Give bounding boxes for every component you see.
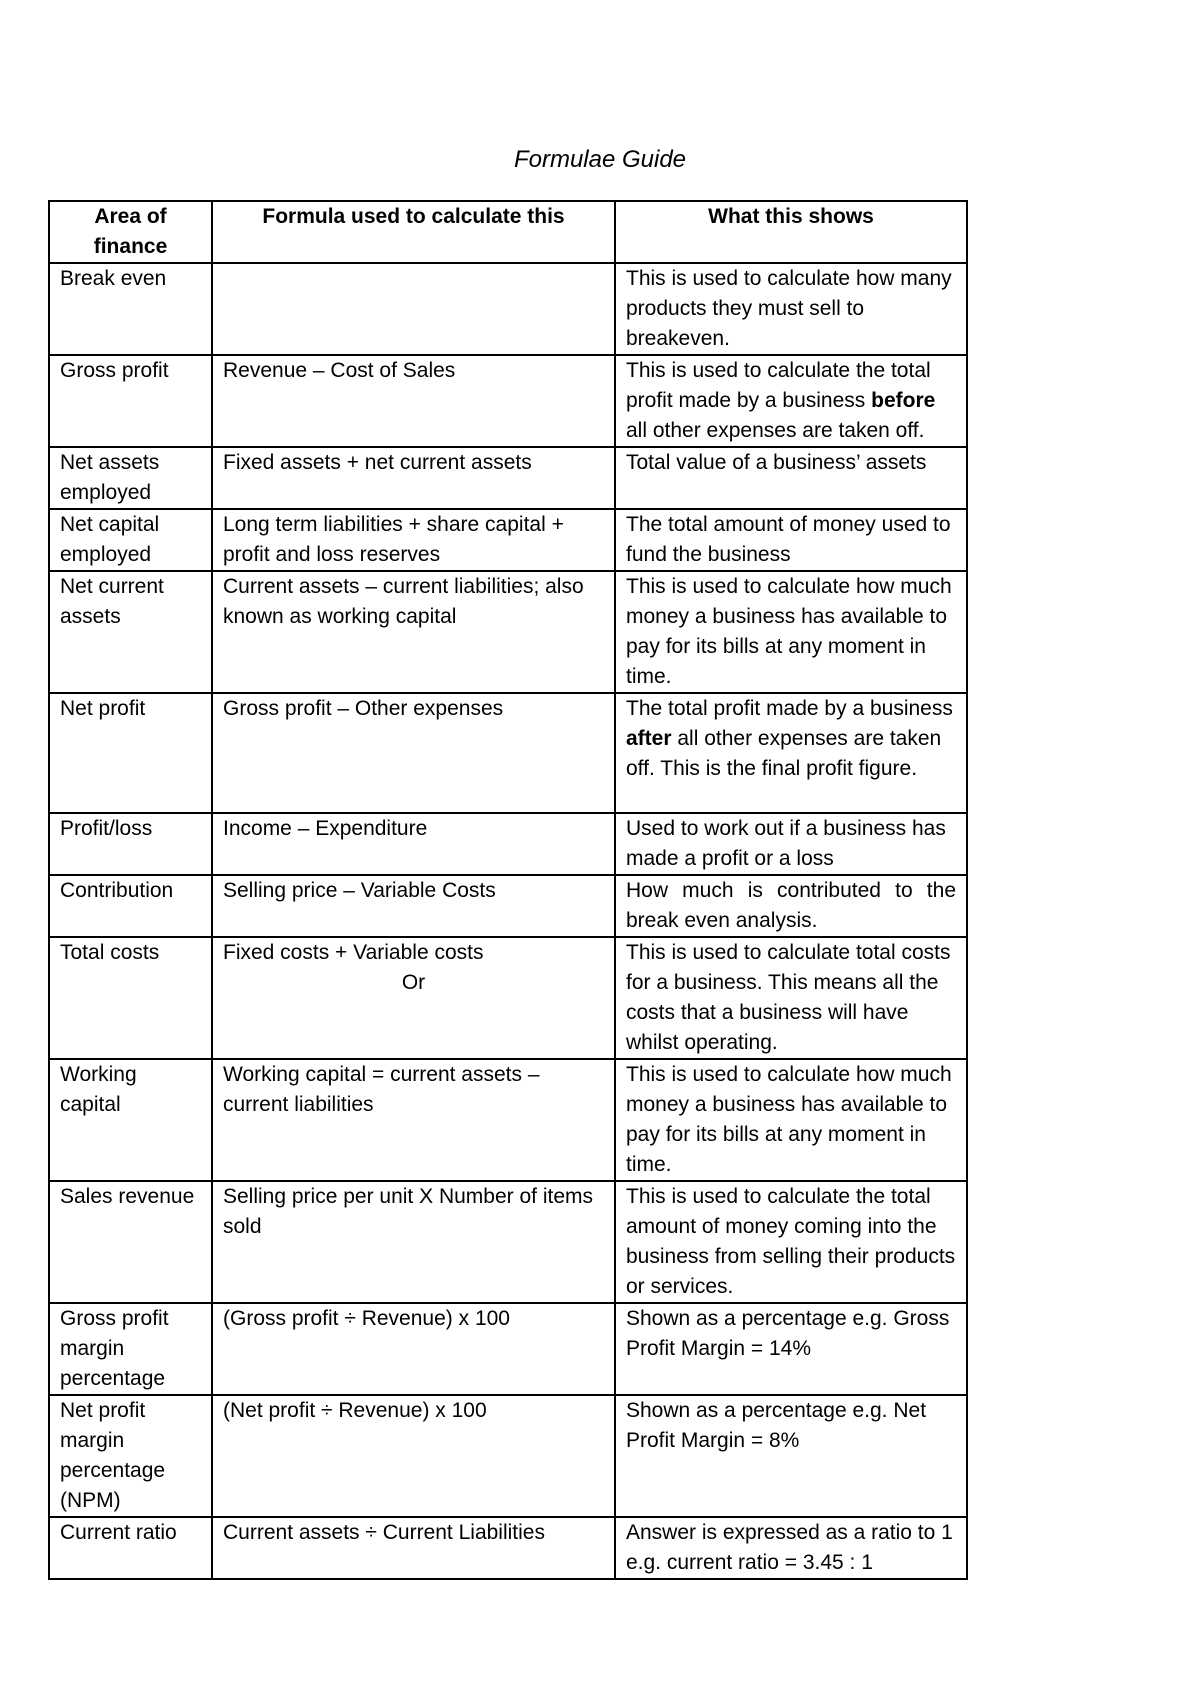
table-row <box>49 263 967 355</box>
cell-area: Sales revenue <box>49 1181 212 1303</box>
header-formula: Formula used to calculate this <box>212 201 615 263</box>
table-row <box>49 1395 967 1517</box>
cell-formula <box>212 937 615 1059</box>
formulae-table <box>48 200 968 1580</box>
cell-shows: Shown as a percentage e.g. Net Profit Margin = 8% <box>615 1395 967 1517</box>
cell-area: Profit/loss <box>49 813 212 875</box>
table-row <box>49 693 967 813</box>
cell-formula: Current assets ÷ Current Liabilities <box>212 1517 615 1579</box>
cell-formula: Fixed assets + net current assets <box>212 447 615 509</box>
cell-formula: Long term liabilities + share capital + profit and loss reserves <box>212 509 615 571</box>
cell-shows <box>615 693 967 813</box>
table-row <box>49 1517 967 1579</box>
cell-shows: The total amount of money used to fund the business <box>615 509 967 571</box>
cell-area: Current ratio <box>49 1517 212 1579</box>
cell-formula: (Net profit ÷ Revenue) x 100 <box>212 1395 615 1517</box>
emphasis-text: before <box>871 389 936 412</box>
cell-area: Net profit <box>49 693 212 813</box>
cell-text: Fixed costs + Variable costs <box>223 941 484 964</box>
cell-text: all other expenses are taken off. <box>626 419 925 442</box>
cell-shows: This is used to calculate how much money a business has available to pay for its bills at any moment in time. <box>615 1059 967 1181</box>
table-row <box>49 937 967 1059</box>
cell-text: This is used to calculate the total profit made by a business <box>626 359 931 412</box>
table-row <box>49 447 967 509</box>
cell-shows: Total value of a business’ assets <box>615 447 967 509</box>
table-row <box>49 1181 967 1303</box>
cell-area: Break even <box>49 263 212 355</box>
cell-shows: This is used to calculate how many products they must sell to breakeven. <box>615 263 967 355</box>
cell-shows: Answer is expressed as a ratio to 1 e.g. current ratio = 3.45 : 1 <box>615 1517 967 1579</box>
table-row <box>49 509 967 571</box>
cell-area: Net capital employed <box>49 509 212 571</box>
cell-formula: Selling price – Variable Costs <box>212 875 615 937</box>
table-row <box>49 355 967 447</box>
page-title: Formulae Guide <box>513 146 687 173</box>
cell-area: Gross profit <box>49 355 212 447</box>
table-header-row <box>49 201 967 263</box>
table-row <box>49 571 967 693</box>
cell-shows <box>615 355 967 447</box>
cell-text: all other expenses are taken off. This is the final profit figure. <box>626 727 942 780</box>
cell-shows: This is used to calculate how much money a business has available to pay for its bills at any moment in time. <box>615 571 967 693</box>
cell-formula: Income – Expenditure <box>212 813 615 875</box>
emphasis-text: after <box>626 727 672 750</box>
cell-formula <box>212 263 615 355</box>
cell-text: The total profit made by a business <box>626 697 953 720</box>
cell-formula: Gross profit – Other expenses <box>212 693 615 813</box>
table-row <box>49 1303 967 1395</box>
cell-formula: (Gross profit ÷ Revenue) x 100 <box>212 1303 615 1395</box>
header-shows: What this shows <box>615 201 967 263</box>
cell-formula: Current assets – current liabilities; also known as working capital <box>212 571 615 693</box>
table-row <box>49 813 967 875</box>
cell-area: Contribution <box>49 875 212 937</box>
or-text: Or <box>401 971 426 994</box>
cell-shows: How much is contributed to the break even analysis. <box>615 875 967 937</box>
cell-area: Net assets employed <box>49 447 212 509</box>
header-area: Area of finance <box>49 201 212 263</box>
cell-formula: Working capital = current assets – current liabilities <box>212 1059 615 1181</box>
cell-formula: Revenue – Cost of Sales <box>212 355 615 447</box>
cell-area: Net profit margin percentage (NPM) <box>49 1395 212 1517</box>
cell-shows: Shown as a percentage e.g. Gross Profit Margin = 14% <box>615 1303 967 1395</box>
cell-shows: This is used to calculate total costs for a business. This means all the costs that a business will have whilst operating. <box>615 937 967 1059</box>
cell-area: Total costs <box>49 937 212 1059</box>
cell-shows: Used to work out if a business has made a profit or a loss <box>615 813 967 875</box>
table-row <box>49 1059 967 1181</box>
cell-shows: This is used to calculate the total amount of money coming into the business from selling their products or services. <box>615 1181 967 1303</box>
cell-area: Gross profit margin percentage <box>49 1303 212 1395</box>
cell-formula: Selling price per unit X Number of items sold <box>212 1181 615 1303</box>
cell-area: Working capital <box>49 1059 212 1181</box>
cell-area: Net current assets <box>49 571 212 693</box>
table-row <box>49 875 967 937</box>
